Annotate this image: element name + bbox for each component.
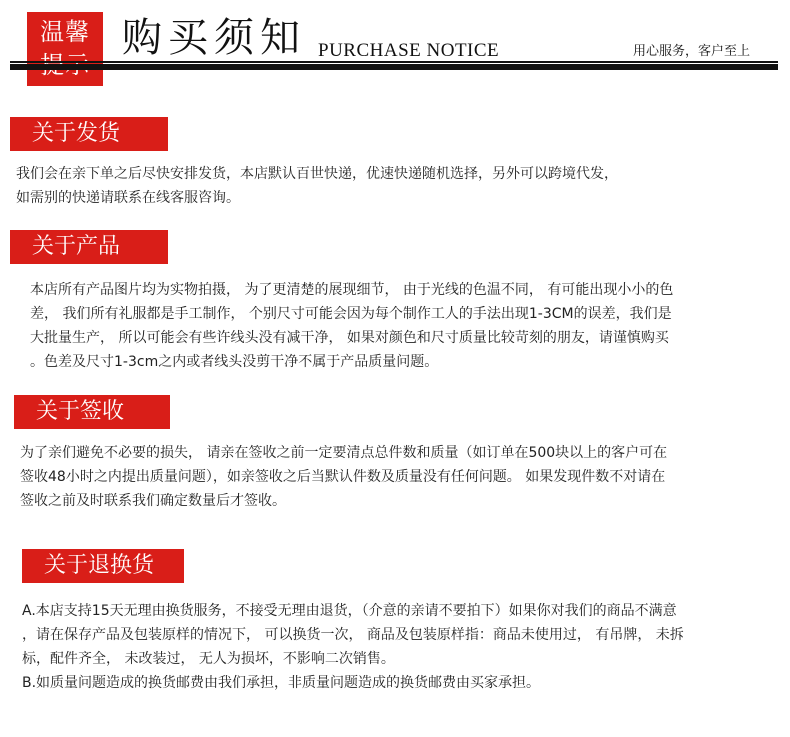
header-divider-thin (10, 61, 778, 63)
section-title-product: 关于产品 (10, 230, 168, 264)
text-line: 本店所有产品图片均为实物拍摄， 为了更清楚的展现细节， 由于光线的色温不同， 有可能出现小小的色 (30, 282, 674, 298)
header-divider-thick (10, 64, 778, 70)
text-line: 标，配件齐全， 未改装过， 无人为损坏，不影响二次销售。 (22, 651, 395, 667)
text-line: 差， 我们所有礼服都是手工制作， 个别尺寸可能会因为每个制作工人的手法出现1-3CM的误差，我们是 (30, 306, 672, 322)
section-body-returns (22, 599, 782, 695)
section-title-shipping: 关于发货 (10, 117, 168, 151)
page-title: 购买须知 (122, 15, 306, 61)
text-line: 签收之前及时联系我们确定数量后才签收。 (20, 493, 286, 509)
text-line: 如需别的快递请联系在线客服咨询。 (16, 190, 240, 206)
section-title-receipt: 关于签收 (14, 395, 170, 429)
page-subtitle: PURCHASE NOTICE (318, 40, 500, 61)
text-line: ，请在保存产品及包装原样的情况下， 可以换货一次， 商品及包装原样指：商品未使用过， 有吊牌， 未拆 (22, 627, 684, 643)
section-body-receipt (20, 441, 780, 513)
text-line: 大批量生产， 所以可能会有些许线头没有减干净， 如果对颜色和尺寸质量比较苛刻的朋友，请谨慎购买 (30, 330, 669, 346)
text-line: 为了亲们避免不必要的损失， 请亲在签收之前一定要清点总件数和质量（如订单在500块以上的客户可在 (20, 445, 668, 461)
section-body-product (30, 278, 780, 374)
text-line: 。色差及尺寸1-3cm之内或者线头没剪干净不属于产品质量问题。 (30, 354, 439, 370)
page-header (0, 0, 790, 90)
section-body-shipping (16, 162, 776, 210)
text-line: 签收48小时之内提出质量问题），如亲签收之后当默认件数及质量没有任何问题。 如果发现件数不对请在 (20, 469, 666, 485)
service-slogan: 用心服务，客户至上 (632, 44, 750, 59)
badge-line-1: 温馨 (40, 18, 90, 46)
section-title-returns: 关于退换货 (22, 549, 184, 583)
text-line: A.本店支持15天无理由换货服务，不接受无理由退货，（介意的亲请不要拍下）如果你对我们的商品不满意 (22, 603, 677, 619)
text-line: B.如质量问题造成的换货邮费由我们承担，非质量问题造成的换货邮费由买家承担。 (22, 675, 541, 691)
notice-badge (27, 12, 103, 86)
text-line: 我们会在亲下单之后尽快安排发货，本店默认百世快递，优速快递随机选择，另外可以跨境代发， (16, 166, 618, 182)
